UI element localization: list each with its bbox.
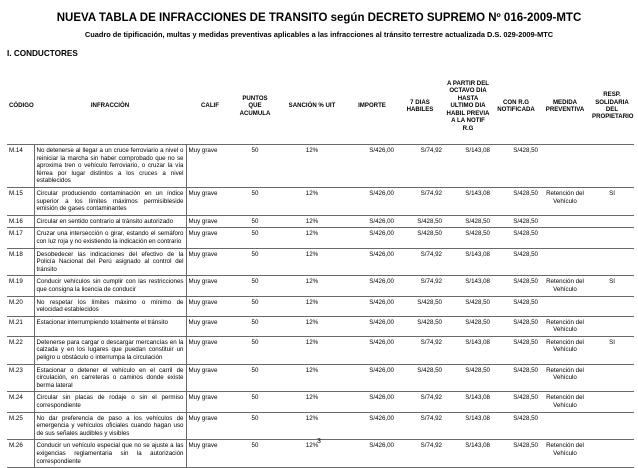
row-7-dias: S/74,92 — [396, 412, 444, 440]
table-row — [7, 296, 634, 316]
row-medida — [540, 412, 590, 440]
row-infraccion: Detenerse para cargar o descargar mercancías en la calzada y en los lugares que puedan constituir un peligro u obstáculo o interrumpa la circulación — [34, 336, 186, 364]
row-puntos: 50 — [234, 187, 276, 215]
row-infraccion: Conducir vehículos sin cumplir con las restricciones que consigna la licencia de conducir — [34, 276, 186, 296]
row-calif: Muy grave — [186, 215, 234, 228]
row-infraccion: No detenerse al llegar a un cruce ferroviario a nivel o reiniciar la marcha sin haber comprobado que no se aproxima tren o vehículo ferroviario, o cruzar la vía férrea por lugar distintos a los cruces a nivel establecidos — [34, 145, 186, 188]
row-resp — [590, 228, 634, 248]
table-row — [7, 412, 634, 440]
row-7-dias: S/428,50 — [396, 296, 444, 316]
col-header-infraccion: INFRACCIÓN — [90, 102, 130, 110]
row-puntos: 50 — [234, 296, 276, 316]
row-calif: Muy grave — [186, 364, 234, 392]
table-row — [7, 145, 634, 188]
row-puntos: 50 — [234, 215, 276, 228]
row-puntos: 50 — [234, 364, 276, 392]
row-con-rg: S/428,50 — [492, 364, 540, 392]
row-medida — [540, 296, 590, 316]
row-puntos: 50 — [234, 316, 276, 336]
row-resp — [590, 215, 634, 228]
row-puntos: 50 — [234, 412, 276, 440]
col-header-medida: MEDIDA PREVENTIVA — [545, 98, 585, 113]
row-medida: Retención del Vehículo — [540, 392, 590, 412]
row-con-rg: S/428,50 — [492, 392, 540, 412]
row-sancion: 12% — [276, 296, 348, 316]
row-infraccion: Estacionar interrumpiendo totalmente el tránsito — [34, 316, 186, 336]
row-medida — [540, 248, 590, 276]
document-subtitle: Cuadro de tipificación, multas y medidas preventivas aplicables a las infracciones al tránsito terrestre actualizada D.S. 029-2009-MTC — [84, 30, 554, 39]
row-sancion: 12% — [276, 364, 348, 392]
table-row — [7, 316, 634, 336]
row-calif: Muy grave — [186, 248, 234, 276]
table-row — [7, 364, 634, 392]
row-con-rg: S/428,50 — [492, 145, 540, 188]
row-sancion: 12% — [276, 276, 348, 296]
row-con-rg: S/428,50 — [492, 187, 540, 215]
row-medida — [540, 215, 590, 228]
row-calif: Muy grave — [186, 296, 234, 316]
row-resp — [590, 145, 634, 188]
row-code: M.18 — [7, 248, 34, 276]
row-7-dias: S/428,50 — [396, 364, 444, 392]
row-medida: Retención del Vehículo — [540, 440, 590, 468]
row-sancion: 12% — [276, 316, 348, 336]
row-puntos: 50 — [234, 336, 276, 364]
row-medida: Retención del Vehículo — [540, 316, 590, 336]
row-resp: SI — [590, 276, 634, 296]
row-octavo-dia: S/143,08 — [444, 392, 492, 412]
row-sancion: 12% — [276, 412, 348, 440]
row-code: M.14 — [7, 145, 34, 188]
row-medida: Retención del Vehículo — [540, 276, 590, 296]
row-infraccion: Cruzar una intersección o girar, estando el semáforo con luz roja y no existiendo la indicación en contrario — [34, 228, 186, 248]
row-7-dias: S/74,92 — [396, 276, 444, 296]
row-con-rg: S/428,50 — [492, 412, 540, 440]
table-row — [7, 215, 634, 228]
table-body — [7, 145, 634, 468]
row-code: M.21 — [7, 316, 34, 336]
row-code: M.25 — [7, 412, 34, 440]
row-calif: Muy grave — [186, 316, 234, 336]
row-calif: Muy grave — [186, 392, 234, 412]
col-header-con-rg: CON R.G NOTIFICADA — [497, 98, 535, 113]
row-octavo-dia: S/143,08 — [444, 187, 492, 215]
row-importe: S/426,00 — [348, 296, 396, 316]
row-calif: Muy grave — [186, 440, 234, 468]
row-7-dias: S/74,92 — [396, 145, 444, 188]
page-number: 3 — [317, 438, 321, 445]
col-header-calif: CALIF — [201, 102, 219, 110]
row-medida: Retención del Vehículo — [540, 364, 590, 392]
col-header-importe: IMPORTE — [358, 102, 386, 110]
row-importe: S/426,00 — [348, 248, 396, 276]
row-octavo-dia: S/428,50 — [444, 316, 492, 336]
row-7-dias: S/74,92 — [396, 392, 444, 412]
row-sancion: 12% — [276, 392, 348, 412]
row-octavo-dia: S/143,08 — [444, 248, 492, 276]
row-7-dias: S/428,50 — [396, 228, 444, 248]
row-infraccion: Circular en sentido contrario al tránsito autorizado — [34, 215, 186, 228]
row-medida: Retención del Vehículo — [540, 187, 590, 215]
col-header-octavo-dia: A PARTIR DEL OCTAVO DIA HASTA ULTIMO DIA HABIL PREVIA A LA NOTIF R.G — [446, 80, 490, 132]
row-importe: S/426,00 — [348, 228, 396, 248]
table-row — [7, 248, 634, 276]
row-7-dias: S/74,92 — [396, 336, 444, 364]
row-calif: Muy grave — [186, 187, 234, 215]
row-octavo-dia: S/143,08 — [444, 440, 492, 468]
row-octavo-dia: S/143,08 — [444, 145, 492, 188]
row-7-dias: S/74,92 — [396, 440, 444, 468]
row-calif: Muy grave — [186, 145, 234, 188]
row-sancion: 12% — [276, 440, 348, 468]
row-code: M.20 — [7, 296, 34, 316]
row-resp — [590, 316, 634, 336]
row-octavo-dia: S/428,50 — [444, 296, 492, 316]
row-con-rg: S/428,50 — [492, 228, 540, 248]
row-octavo-dia: S/428,50 — [444, 364, 492, 392]
row-importe: S/426,00 — [348, 336, 396, 364]
row-code: M.19 — [7, 276, 34, 296]
row-code: M.15 — [7, 187, 34, 215]
col-header-resp: RESP. SOLIDARIA DEL PROPIETARIO — [592, 91, 634, 121]
row-resp — [590, 248, 634, 276]
row-resp — [590, 412, 634, 440]
row-importe: S/426,00 — [348, 392, 396, 412]
row-octavo-dia: S/143,08 — [444, 336, 492, 364]
row-con-rg: S/428,50 — [492, 248, 540, 276]
col-header-7-dias: 7 DIAS HABILES — [406, 98, 434, 113]
row-puntos: 50 — [234, 392, 276, 412]
row-infraccion: No dar preferencia de paso a los vehículos de emergencia y vehículos oficiales cuando hagan uso de sus señales audibles y visibles — [34, 412, 186, 440]
row-importe: S/426,00 — [348, 215, 396, 228]
row-code: M.16 — [7, 215, 34, 228]
row-con-rg: S/428,50 — [492, 336, 540, 364]
row-calif: Muy grave — [186, 276, 234, 296]
row-con-rg: S/428,50 — [492, 296, 540, 316]
row-importe: S/426,00 — [348, 316, 396, 336]
document-title: NUEVA TABLA DE INFRACCIONES DE TRANSITO según DECRETO SUPREMO Nº 016-2009-MTC — [56, 12, 582, 24]
row-code: M.23 — [7, 364, 34, 392]
row-calif: Muy grave — [186, 336, 234, 364]
row-sancion: 12% — [276, 215, 348, 228]
section-heading: I. CONDUCTORES — [7, 49, 78, 58]
row-code: M.22 — [7, 336, 34, 364]
row-infraccion: Desobedecer las indicaciones del efectivo de la Policía Nacional del Perú asignado al control del tránsito — [34, 248, 186, 276]
row-con-rg: S/428,50 — [492, 276, 540, 296]
row-infraccion: No respetar los límites máximo o mínimo de velocidad establecidos — [34, 296, 186, 316]
row-puntos: 50 — [234, 440, 276, 468]
table-header-row — [7, 68, 634, 145]
row-con-rg: S/428,50 — [492, 440, 540, 468]
row-medida — [540, 228, 590, 248]
row-medida — [540, 145, 590, 188]
row-puntos: 50 — [234, 145, 276, 188]
row-sancion: 12% — [276, 145, 348, 188]
row-code: M.24 — [7, 392, 34, 412]
row-code: M.26 — [7, 440, 34, 468]
row-puntos: 50 — [234, 276, 276, 296]
row-sancion: 12% — [276, 228, 348, 248]
row-importe: S/426,00 — [348, 187, 396, 215]
row-sancion: 12% — [276, 248, 348, 276]
table-row — [7, 187, 634, 215]
row-sancion: 12% — [276, 336, 348, 364]
row-resp — [590, 392, 634, 412]
row-7-dias: S/428,50 — [396, 316, 444, 336]
row-resp — [590, 364, 634, 392]
row-resp — [590, 296, 634, 316]
table-row — [7, 336, 634, 364]
row-resp: SI — [590, 187, 634, 215]
row-importe: S/426,00 — [348, 440, 396, 468]
row-infraccion: Conducir un vehículo especial que no se ajuste a las exigencias reglamentaria sin la autorización correspondiente — [34, 440, 186, 468]
row-code: M.17 — [7, 228, 34, 248]
row-con-rg: S/428,50 — [492, 316, 540, 336]
row-con-rg: S/428,50 — [492, 215, 540, 228]
col-header-sancion: SANCIÓN % UIT — [288, 102, 336, 110]
row-resp: SI — [590, 336, 634, 364]
row-octavo-dia: S/428,50 — [444, 228, 492, 248]
row-medida: Retención del Vehículo — [540, 336, 590, 364]
infractions-table — [7, 68, 634, 468]
row-importe: S/426,00 — [348, 276, 396, 296]
table-row — [7, 276, 634, 296]
row-puntos: 50 — [234, 228, 276, 248]
row-importe: S/426,00 — [348, 145, 396, 188]
row-importe: S/426,00 — [348, 412, 396, 440]
row-octavo-dia: S/143,08 — [444, 276, 492, 296]
row-7-dias: S/428,50 — [396, 215, 444, 228]
table-row — [7, 392, 634, 412]
col-header-puntos: PUNTOS QUE ACUMULA — [239, 94, 271, 117]
row-octavo-dia: S/428,50 — [444, 215, 492, 228]
row-7-dias: S/74,92 — [396, 248, 444, 276]
row-infraccion: Circular sin placas de rodaje o sin el permiso correspondiente — [34, 392, 186, 412]
row-calif: Muy grave — [186, 228, 234, 248]
row-octavo-dia: S/143,08 — [444, 412, 492, 440]
row-puntos: 50 — [234, 248, 276, 276]
row-sancion: 12% — [276, 187, 348, 215]
row-infraccion: Circular produciendo contaminación en un índice superior a los límites máximos permisibleside emisión de gases contaminantes — [34, 187, 186, 215]
col-header-codigo: CÓDIGO — [9, 102, 34, 110]
row-calif: Muy grave — [186, 412, 234, 440]
row-importe: S/426,00 — [348, 364, 396, 392]
row-7-dias: S/74,92 — [396, 187, 444, 215]
table-row — [7, 228, 634, 248]
row-infraccion: Estacionar o detener el vehículo en el carril de circulación, en carreteras o caminos donde existe berma lateral — [34, 364, 186, 392]
